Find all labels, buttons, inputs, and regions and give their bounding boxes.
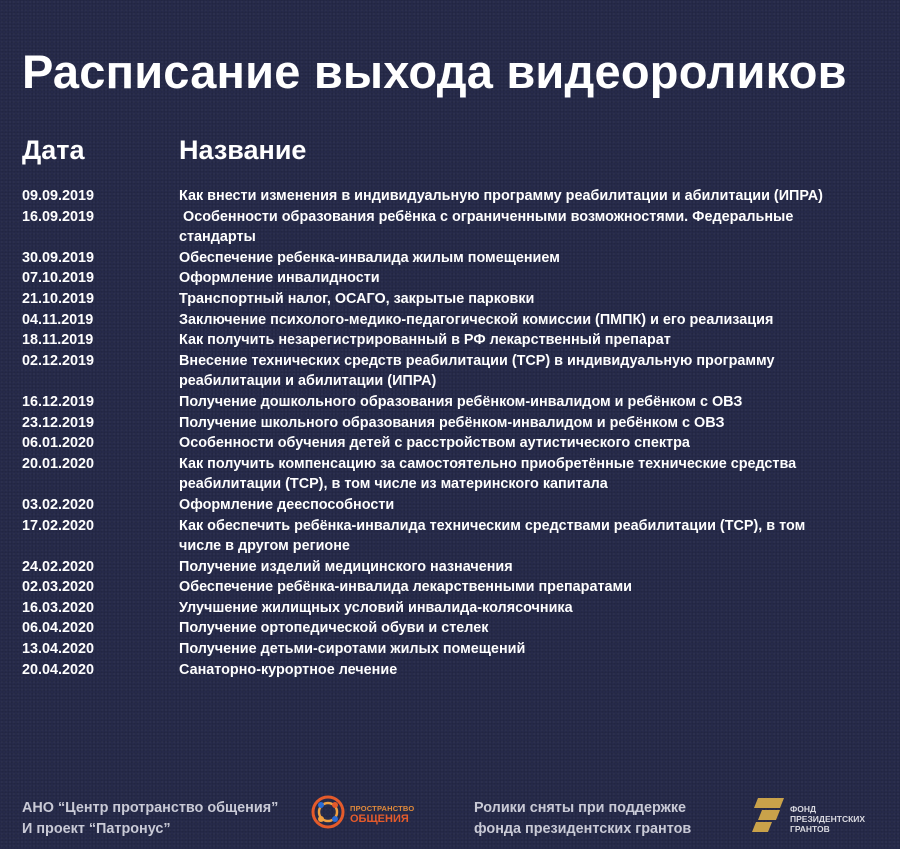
support-line-1: Ролики сняты при поддержке (474, 800, 687, 816)
schedule-title: Как внести изменения в индивидуальную программу реабилитации и абилитации (ИПРА) (179, 188, 823, 204)
schedule-title: Оформление дееспособности (179, 496, 395, 513)
schedule-row (22, 310, 882, 331)
support-info (474, 798, 691, 840)
project-name: И проект “Патронус” (22, 821, 171, 837)
schedule-row (22, 186, 882, 207)
schedule-date: 20.01.2020 (22, 455, 95, 472)
fund-logo-icon (752, 794, 786, 834)
organization-name: АНО “Центр протранство общения” (22, 800, 279, 816)
schedule-title: Особенности образования ребёнка с ограниченными возможностями. Федеральные стандарты (179, 208, 798, 246)
schedule-row (22, 351, 882, 392)
schedule-title: Внесение технических средств реабилитации (ТСР) в индивидуальную программу реабилитации и абилитации (ИПРА) (179, 352, 779, 390)
fund-logo (752, 794, 892, 844)
schedule-title: Как получить компенсацию за самостоятельно приобретённые технические средства реабилитации (ТСР), в том числе из материнского капитала (179, 455, 801, 493)
schedule-date: 20.04.2020 (22, 661, 95, 678)
schedule-date: 24.02.2020 (22, 558, 95, 575)
schedule-row (22, 557, 882, 578)
schedule-date: 16.09.2019 (22, 208, 95, 225)
schedule-title: Санаторно-курортное лечение (179, 661, 398, 678)
schedule-date: 06.04.2020 (22, 620, 95, 637)
schedule-date: 07.10.2019 (22, 270, 95, 287)
page-title: Расписание выхода видеороликов (22, 45, 847, 98)
schedule-title: Получение школьного образования ребёнком-инвалидом и ребёнком с ОВЗ (179, 414, 725, 431)
schedule-date: 17.02.2020 (22, 517, 95, 534)
column-header-name: Название (179, 135, 307, 165)
schedule-date: 18.11.2019 (22, 332, 94, 349)
organization-info (22, 798, 278, 840)
space-logo-icon (310, 794, 346, 830)
schedule-title: Оформление инвалидности (179, 270, 380, 287)
schedule-row (22, 516, 882, 557)
schedule-title: Улучшение жилищных условий инвалида-колясочника (179, 599, 573, 616)
schedule-row (22, 577, 882, 598)
schedule-row (22, 598, 882, 619)
schedule-date: 16.12.2019 (22, 393, 95, 410)
space-logo (310, 794, 415, 834)
schedule-title: Заключение психолого-медико-педагогической комиссии (ПМПК) и его реализация (179, 311, 774, 328)
schedule-title: Как получить незарегистрированный в РФ лекарственный препарат (179, 332, 671, 349)
schedule-date: 04.11.2019 (22, 311, 94, 328)
schedule-row (22, 413, 882, 434)
schedule-title: Транспортный налог, ОСАГО, закрытые парковки (179, 290, 535, 307)
column-header-date: Дата (22, 135, 85, 165)
space-logo-text-top: ПРОСТРАНСТВО (350, 804, 415, 813)
fund-logo-line-2: ПРЕЗИДЕНТСКИХ (790, 814, 866, 824)
schedule-row (22, 618, 882, 639)
schedule-date: 13.04.2020 (22, 641, 95, 658)
footer (0, 790, 900, 849)
schedule-title: Получение ортопедической обуви и стелек (179, 620, 489, 637)
schedule-row (22, 207, 882, 248)
schedule-title: Особенности обучения детей с расстройством аутистического спектра (179, 435, 690, 452)
schedule-date: 02.12.2019 (22, 352, 95, 369)
fund-logo-line-3: ГРАНТОВ (790, 824, 830, 834)
schedule-row (22, 392, 882, 413)
schedule-title: Обеспечение ребёнка-инвалида лекарственными препаратами (179, 579, 632, 596)
support-line-2: фонда президентских грантов (474, 821, 692, 837)
schedule-date: 23.12.2019 (22, 414, 95, 431)
space-logo-text-bottom: ОБЩЕНИЯ (350, 813, 409, 825)
schedule-list (22, 186, 882, 680)
schedule-row (22, 289, 882, 310)
schedule-row (22, 454, 882, 495)
fund-logo-text (790, 804, 865, 834)
schedule-date: 06.01.2020 (22, 435, 95, 452)
schedule-row (22, 248, 882, 269)
schedule-row (22, 330, 882, 351)
schedule-date: 09.09.2019 (22, 188, 95, 204)
schedule-date: 02.03.2020 (22, 579, 95, 596)
schedule-date: 21.10.2019 (22, 290, 95, 307)
schedule-title: Обеспечение ребенка-инвалида жилым помещением (179, 249, 560, 266)
schedule-title: Получение дошкольного образования ребёнком-инвалидом и ребёнком с ОВЗ (179, 393, 743, 410)
schedule-date: 30.09.2019 (22, 249, 95, 266)
fund-logo-line-1: ФОНД (790, 804, 817, 814)
schedule-row (22, 433, 882, 454)
schedule-row (22, 268, 882, 289)
schedule-row (22, 660, 882, 681)
schedule-date: 03.02.2020 (22, 496, 95, 513)
schedule-date: 16.03.2020 (22, 599, 95, 616)
schedule-title: Как обеспечить ребёнка-инвалида техническим средствами реабилитации (ТСР), в том числе в другом регионе (179, 517, 810, 555)
schedule-title: Получение изделий медицинского назначения (179, 558, 513, 575)
schedule-row (22, 495, 882, 516)
schedule-row (22, 639, 882, 660)
schedule-title: Получение детьми-сиротами жилых помещений (179, 641, 526, 658)
